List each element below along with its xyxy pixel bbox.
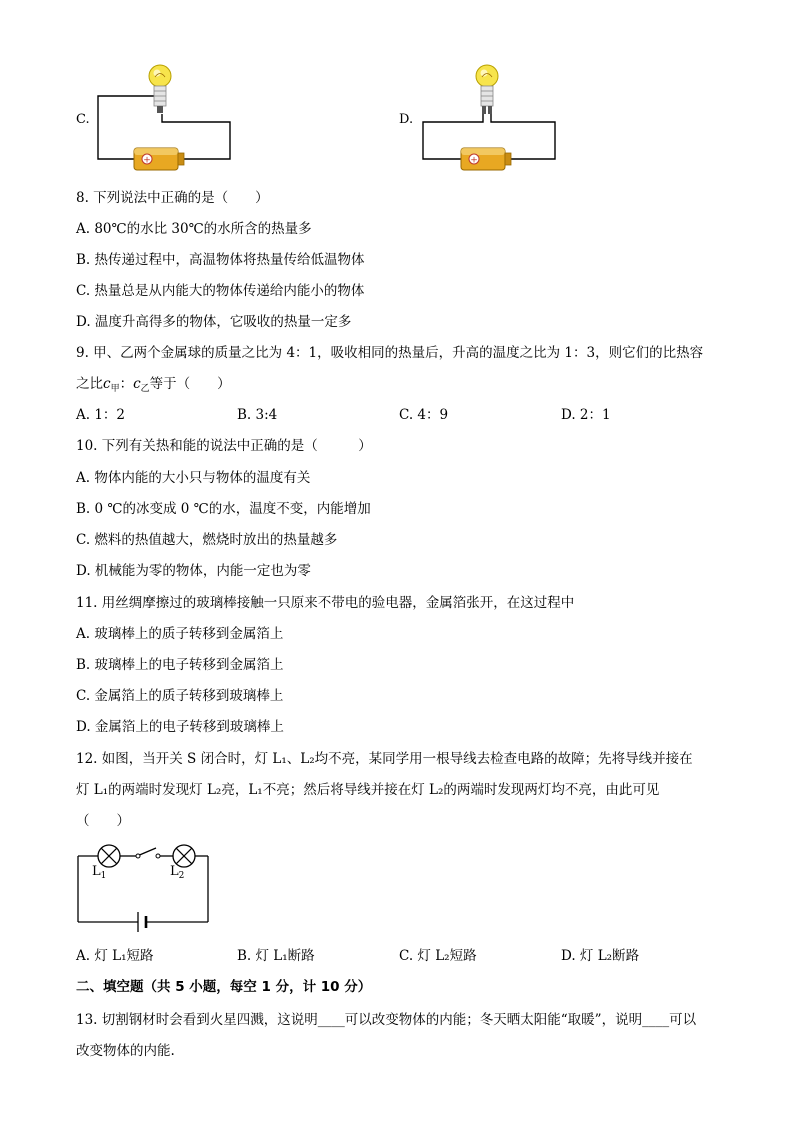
q13-stem-line1: 13. 切割钢材时会看到火星四溅，这说明____可以改变物体的内能；冬天晒太阳能“取暖”，说明____可以 — [76, 1012, 697, 1028]
svg-text:+: + — [143, 155, 151, 166]
q8-stem: 8. 下列说法中正确的是（ ） — [76, 190, 269, 206]
q12-stem-line3: （ ） — [76, 813, 130, 829]
lamp-l1-label — [92, 864, 106, 881]
lamp-l1-letter: L — [92, 864, 101, 879]
q9-option-b: B. 3:4 — [237, 407, 278, 423]
circuit-diagram-c — [94, 64, 244, 174]
q9-c2-sub: 乙 — [140, 384, 150, 394]
q8-option-c: C. 热量总是从内能大的物体传递给内能小的物体 — [76, 283, 365, 299]
q12-stem-line1: 12. 如图，当开关 S 闭合时，灯 L₁、L₂均不亮，某同学用一根导线去检查电路的故障；先将导线并接在 — [76, 751, 693, 767]
q11-option-c: C. 金属箔上的质子转移到玻璃棒上 — [76, 688, 284, 704]
lamp-l1-subscript: 1 — [100, 871, 107, 881]
q9-stem-line2 — [76, 375, 231, 398]
q10-option-a: A. 物体内能的大小只与物体的温度有关 — [76, 470, 311, 486]
q8-option-d: D. 温度升高得多的物体，它吸收的热量一定多 — [76, 314, 352, 330]
section-heading-fill-in: 二、填空题（共 5 小题，每空 1 分，计 10 分） — [76, 979, 372, 995]
circuit-diagram-d — [421, 64, 571, 174]
option-c-label: C. — [76, 112, 90, 127]
q13-stem-line2: 改变物体的内能. — [76, 1043, 175, 1059]
q11-option-a: A. 玻璃棒上的质子转移到金属箔上 — [76, 626, 284, 642]
q9-c1-sub: 甲 — [110, 384, 120, 394]
q9-option-c: C. 4：9 — [399, 407, 449, 423]
svg-text:+: + — [470, 155, 478, 166]
q12-option-b: B. 灯 L₁断路 — [237, 948, 315, 964]
q9-stem-line1: 9. 甲、乙两个金属球的质量之比为 4：1，吸收相同的热量后，升高的温度之比为 1：3，则它们的比热容 — [76, 345, 704, 361]
q8-option-b: B. 热传递过程中，高温物体将热量传给低温物体 — [76, 252, 365, 268]
q11-option-b: B. 玻璃棒上的电子转移到金属箔上 — [76, 657, 284, 673]
q12-stem-line2: 灯 L₁的两端时发现灯 L₂亮，L₁不亮；然后将导线并接在灯 L₂的两端时发现两灯均不亮，由此可见 — [76, 782, 660, 798]
lamp-l2-subscript: 2 — [178, 871, 185, 881]
q9-c1: c — [103, 376, 111, 392]
q11-stem: 11. 用丝绸摩擦过的玻璃棒接触一只原来不带电的验电器，金属箔张开，在这过程中 — [76, 595, 575, 611]
option-d-label: D. — [399, 112, 414, 127]
circuit-diagram-q12 — [76, 840, 216, 930]
q10-option-d: D. 机械能为零的物体，内能一定也为零 — [76, 563, 311, 579]
q11-option-d: D. 金属箔上的电子转移到玻璃棒上 — [76, 719, 284, 735]
q10-option-b: B. 0 ℃的冰变成 0 ℃的水，温度不变，内能增加 — [76, 501, 371, 517]
q9-c2: c — [133, 376, 141, 392]
q12-option-d: D. 灯 L₂断路 — [561, 948, 640, 964]
q8-option-a: A. 80℃的水比 30℃的水所含的热量多 — [76, 221, 312, 237]
lamp-l2-label — [170, 864, 184, 881]
q10-stem: 10. 下列有关热和能的说法中正确的是（ ） — [76, 438, 372, 454]
q9-option-a: A. 1：2 — [76, 407, 126, 423]
q9-option-d: D. 2：1 — [561, 407, 611, 423]
q12-option-a: A. 灯 L₁短路 — [76, 948, 154, 964]
q10-option-c: C. 燃料的热值越大，燃烧时放出的热量越多 — [76, 532, 338, 548]
q9-stem-suffix: 等于（ ） — [149, 376, 231, 392]
q12-option-c: C. 灯 L₂短路 — [399, 948, 477, 964]
lamp-l2-letter: L — [170, 864, 179, 879]
q9-colon: ： — [119, 376, 134, 392]
q9-stem-prefix: 之比 — [76, 376, 103, 392]
